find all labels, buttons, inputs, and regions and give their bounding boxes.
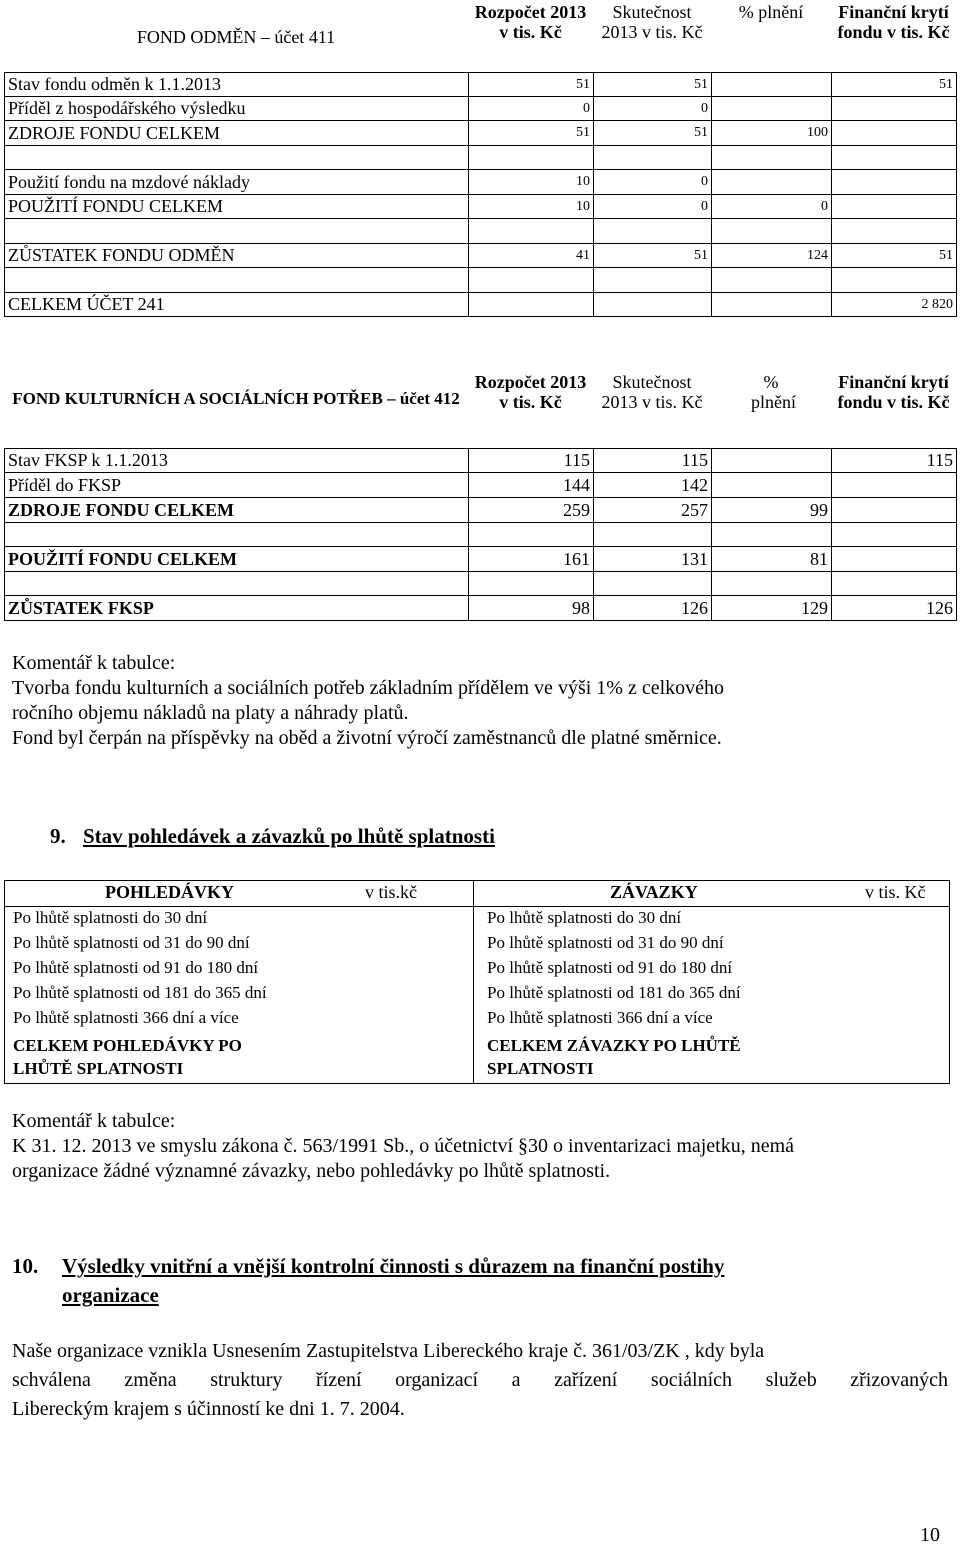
receivable-bucket-label: Po lhůtě splatnosti od 181 do 365 dní [13,983,267,1002]
cell-cover: 2 820 [832,293,957,317]
table-row [5,498,957,523]
header-divider [5,906,949,907]
header-pct: % plnění [738,2,804,22]
cell-pct [712,293,832,317]
section-number: 9. [50,824,66,848]
fksp-title: FOND KULTURNÍCH A SOCIÁLNÍCH POTŘEB – účet 412 [12,389,460,408]
cell-budget: 41 [469,244,594,268]
cell-budget [469,268,594,293]
row-label: ZDROJE FONDU CELKEM [5,498,469,523]
cell-budget [469,293,594,317]
cell-actual: 0 [594,170,712,195]
comment-block-2 [12,1109,952,1184]
table-row [5,572,957,596]
section-number: 10. [12,1254,39,1278]
cell-actual: 0 [594,97,712,121]
comment-line: Fond byl čerpán na příspěvky na oběd a životní výročí zaměstnanců dle platné směrnice. [12,727,722,749]
receivable-bucket-label: Po lhůtě splatnosti od 31 do 90 dní [13,933,250,952]
section-10-heading [12,1252,952,1310]
row-label: Stav FKSP k 1.1.2013 [5,449,469,473]
total-label: SPLATNOSTI [487,1059,594,1078]
cell-pct [712,170,832,195]
section-9-heading [50,824,495,849]
cell-pct [712,146,832,170]
cell-cover: 51 [832,244,957,268]
table-row [5,97,957,121]
cell-budget [469,572,594,596]
comment-line: ročního objemu nákladů na platy a náhrady platů. [12,702,409,724]
comment-line: organizace žádné významné závazky, nebo pohledávky po lhůtě splatnosti. [12,1160,611,1182]
cell-pct: 81 [712,547,832,572]
cell-actual: 51 [594,73,712,97]
cell-actual: 51 [594,244,712,268]
cell-pct [712,523,832,547]
table-row [5,547,957,572]
cell-budget: 259 [469,498,594,523]
cell-budget: 144 [469,473,594,498]
cell-cover: 51 [832,73,957,97]
table-row [5,73,957,97]
cell-budget: 115 [469,449,594,473]
cell-pct: 129 [712,596,832,621]
cell-cover [832,523,957,547]
receivable-bucket-label: Po lhůtě splatnosti od 91 do 180 dní [13,958,259,977]
cell-actual: 0 [594,195,712,219]
row-label: CELKEM ÚČET 241 [5,293,469,317]
table-row [5,523,957,547]
table-row [5,170,957,195]
section-title: Stav pohledávek a závazků po lhůtě splatnosti [83,824,495,848]
cell-pct: 99 [712,498,832,523]
fksp-header-pct: % plnění [751,372,796,412]
table-row [5,244,957,268]
cell-cover [832,473,957,498]
row-label [5,523,469,547]
total-label: LHŮTĚ SPLATNOSTI [13,1059,184,1078]
fksp-header-table [4,372,956,448]
fksp-header-cover: Finanční krytí fondu v tis. Kč [837,372,950,412]
liabilities-unit: v tis. Kč [865,882,926,902]
cell-cover [832,498,957,523]
cell-actual [594,219,712,244]
cell-cover [832,219,957,244]
cell-actual: 115 [594,449,712,473]
cell-budget: 98 [469,596,594,621]
receivables-total [13,1034,242,1080]
receivables-unit: v tis.kč [365,882,417,902]
fond_odmen-table [4,72,957,317]
cell-pct [712,572,832,596]
section-title: Výsledky vnitřní a vnější kontrolní činnosti s důrazem na finanční postihy [62,1254,725,1278]
page-number: 10 [920,1524,940,1546]
liability-bucket-label: Po lhůtě splatnosti od 91 do 180 dní [487,958,733,977]
fksp-table [4,448,957,621]
row-label: ZŮSTATEK FONDU ODMĚN [5,244,469,268]
row-label: Použití fondu na mzdové náklady [5,170,469,195]
row-label [5,219,469,244]
comment-heading: Komentář k tabulce: [12,1110,176,1132]
table-row [5,268,957,293]
cell-pct: 124 [712,244,832,268]
cell-budget: 161 [469,547,594,572]
cell-budget [469,219,594,244]
cell-cover [832,97,957,121]
fksp-header-actual: Skutečnost 2013 v tis. Kč [601,372,703,412]
liabilities-header: ZÁVAZKY [610,882,698,902]
row-label: ZŮSTATEK FKSP [5,596,469,621]
cell-pct: 100 [712,121,832,146]
cell-pct [712,268,832,293]
cell-pct [712,449,832,473]
table-row [5,473,957,498]
receivable-bucket-label: Po lhůtě splatnosti do 30 dní [13,908,208,927]
liabilities-total [487,1034,741,1080]
cell-actual: 51 [594,121,712,146]
cell-actual [594,523,712,547]
comment-block-1 [12,651,952,751]
cell-cover [832,195,957,219]
fond-odmen-title: FOND ODMĚN – účet 411 [136,26,336,47]
cell-actual: 142 [594,473,712,498]
liability-bucket-label: Po lhůtě splatnosti do 30 dní [487,908,682,927]
fond-odmen-table [4,2,956,72]
cell-cover: 115 [832,449,957,473]
table-row [5,219,957,244]
cell-pct: 0 [712,195,832,219]
cell-budget: 51 [469,121,594,146]
body-line: Naše organizace vznikla Usnesením Zastupitelstva Libereckého kraje č. 361/03/ZK , kdy byla [12,1340,765,1362]
comment-line: K 31. 12. 2013 ve smyslu zákona č. 563/1991 Sb., o účetnictví §30 o inventarizaci majetku, nemá [12,1135,795,1157]
receivables-header: POHLEDÁVKY [105,882,235,902]
cell-cover [832,146,957,170]
header-budget: Rozpočet 2013 v tis. Kč [474,2,587,42]
table-row [5,449,957,473]
cell-actual: 257 [594,498,712,523]
cell-budget: 10 [469,170,594,195]
row-label [5,146,469,170]
total-label: CELKEM ZÁVAZKY PO LHŮTĚ [487,1036,741,1055]
cell-pct [712,73,832,97]
comment-heading: Komentář k tabulce: [12,652,176,674]
fksp-header-budget: Rozpočet 2013 v tis. Kč [474,372,587,412]
cell-actual [594,146,712,170]
cell-pct [712,219,832,244]
row-label: POUŽITÍ FONDU CELKEM [5,195,469,219]
row-label [5,572,469,596]
cell-cover [832,547,957,572]
cell-actual [594,293,712,317]
table-row [5,596,957,621]
cell-actual: 126 [594,596,712,621]
cell-cover: 126 [832,596,957,621]
cell-cover [832,170,957,195]
header-cover: Finanční krytí fondu v tis. Kč [837,2,950,42]
cell-actual: 131 [594,547,712,572]
row-label: ZDROJE FONDU CELKEM [5,121,469,146]
receivables-liabilities-table [4,880,950,1084]
total-label: CELKEM POHLEDÁVKY PO [13,1036,242,1055]
table-row [5,121,957,146]
cell-budget [469,523,594,547]
cell-cover [832,121,957,146]
receivable-bucket-label: Po lhůtě splatnosti 366 dní a více [13,1008,239,1027]
cell-pct [712,97,832,121]
liability-bucket-label: Po lhůtě splatnosti 366 dní a více [487,1008,713,1027]
column-divider [473,881,474,1083]
row-label: Příděl do FKSP [5,473,469,498]
cell-pct [712,473,832,498]
body-line: Libereckým krajem s účinností ke dni 1. 7. 2004. [12,1398,405,1420]
cell-budget: 0 [469,97,594,121]
cell-budget [469,146,594,170]
cell-cover [832,268,957,293]
row-label: Příděl z hospodářského výsledku [5,97,469,121]
section-10-body [12,1337,948,1424]
body-line: schválena změna struktury řízení organizací a zařízení sociálních služeb zřizovaných [12,1369,948,1391]
table-row [5,146,957,170]
row-label: POUŽITÍ FONDU CELKEM [5,547,469,572]
section-title-cont: organizace [62,1283,159,1307]
row-label: Stav fondu odměn k 1.1.2013 [5,73,469,97]
liability-bucket-label: Po lhůtě splatnosti od 181 do 365 dní [487,983,741,1002]
table-row [5,293,957,317]
cell-budget: 51 [469,73,594,97]
row-label [5,268,469,293]
cell-actual [594,268,712,293]
table-row [5,195,957,219]
cell-actual [594,572,712,596]
header-actual: Skutečnost 2013 v tis. Kč [601,2,703,42]
cell-cover [832,572,957,596]
comment-line: Tvorba fondu kulturních a sociálních potřeb základním přídělem ve výši 1% z celkového [12,677,725,699]
cell-budget: 10 [469,195,594,219]
liability-bucket-label: Po lhůtě splatnosti od 31 do 90 dní [487,933,724,952]
